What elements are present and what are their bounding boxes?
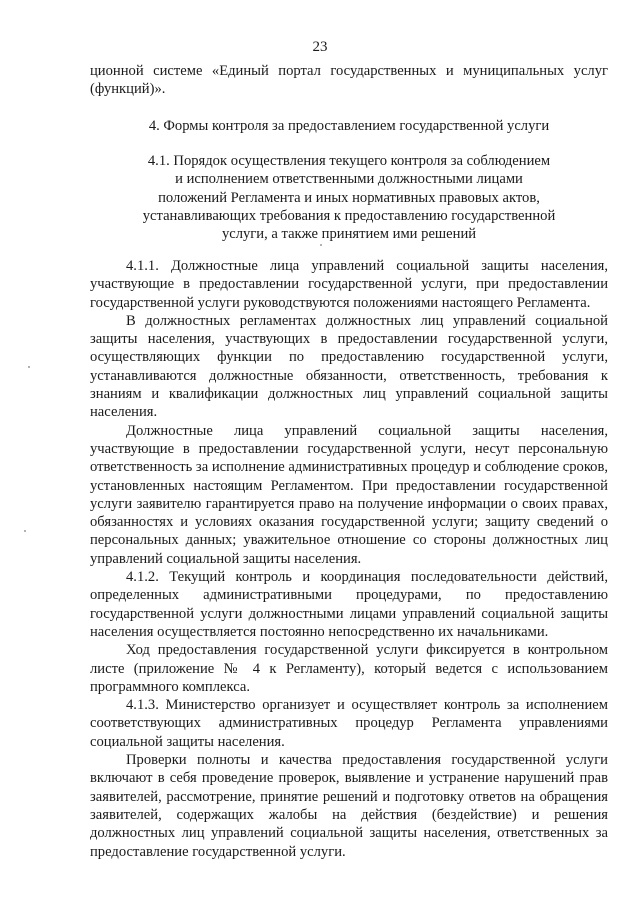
section-heading: 4. Формы контроля за предоставлением государственной услуги xyxy=(148,118,550,134)
paragraph-inspections: Проверки полноты и качества предоставления государственной услуги включают в себя проведение проверок, выявление и устранение нарушений прав заявителей, рассмотрение, принятие решений и подготовку ответов на обращения заявителей, содержащих жалобы на действия (бездействие) и решения должностных лиц управлений социальной защиты населения, ответственных за предоставление государственной услуги. xyxy=(90,752,608,860)
subsection-heading xyxy=(90,152,608,243)
lead-paragraph: ционной системе «Единый портал государственных и муниципальных услуг (функций)». xyxy=(90,63,608,98)
paragraph-personal-responsibility: Должностные лица управлений социальной защиты населения, участвующие в предоставлении государственной услуги, несут персональную ответственность за исполнение административных процедур и соблюдение сроков, установленных настоящим Регламентом. При предоставлении государственной услуги заявителю гарантируется право на получение информации о своих правах, обязанностях и условиях оказания государственной услуги; защиту сведений о персональных данных; уважительное отношение со стороны должностных лиц управлений социальной защиты населения. xyxy=(90,422,608,567)
subsection-heading-line: и исполнением ответственными должностными лицами xyxy=(175,171,523,188)
lead-text-block xyxy=(90,62,608,99)
body-text-block xyxy=(90,257,608,861)
paragraph-control-sheet: Ход предоставления государственной услуги фиксируется в контрольном листе (приложение № 4 к Регламенту), который ведется с использованием программного комплекса. xyxy=(90,642,608,695)
scan-speck xyxy=(24,530,26,532)
scan-speck xyxy=(28,366,30,368)
paragraph-4-1-1: 4.1.1. Должностные лица управлений социальной защиты населения, участвующие в предоставлении государственной услуги, при предоставлении государственной услуги руководствуются положениями настоящего Регламента. xyxy=(90,258,608,311)
subsection-heading-line: положений Регламента и иных нормативных правовых актов, xyxy=(158,189,540,206)
scan-speck xyxy=(320,244,322,246)
paragraph-4-1-2: 4.1.2. Текущий контроль и координация последовательности действий, определенных административными процедурами, по предоставлению государственной услуги должностными лицами управлений социальной защиты населения осуществляется постоянно непосредственно их начальниками. xyxy=(90,569,608,640)
page-number: 23 xyxy=(312,39,328,55)
paragraph-job-regulations: В должностных регламентах должностных лиц управлений социальной защиты населения, участвующих в предоставлении государственной услуги, осуществляющих функции по предоставлению государственной услуги, устанавливаются должностные обязанности, ответственность, требования к знаниям и квалификации должностных лиц управлений социальной защиты населения. xyxy=(90,312,608,421)
subsection-heading-line: устанавливающих требования к предоставлению государственной xyxy=(142,207,556,224)
paragraph-4-1-3: 4.1.3. Министерство организует и осуществляет контроль за исполнением соответствующих административных процедур Регламента управлениями социальной защиты населения. xyxy=(90,697,608,750)
subsection-heading-line: услуги, а также принятием ими решений xyxy=(221,226,477,243)
subsection-heading-line: 4.1. Порядок осуществления текущего контроля за соблюдением xyxy=(147,153,551,169)
